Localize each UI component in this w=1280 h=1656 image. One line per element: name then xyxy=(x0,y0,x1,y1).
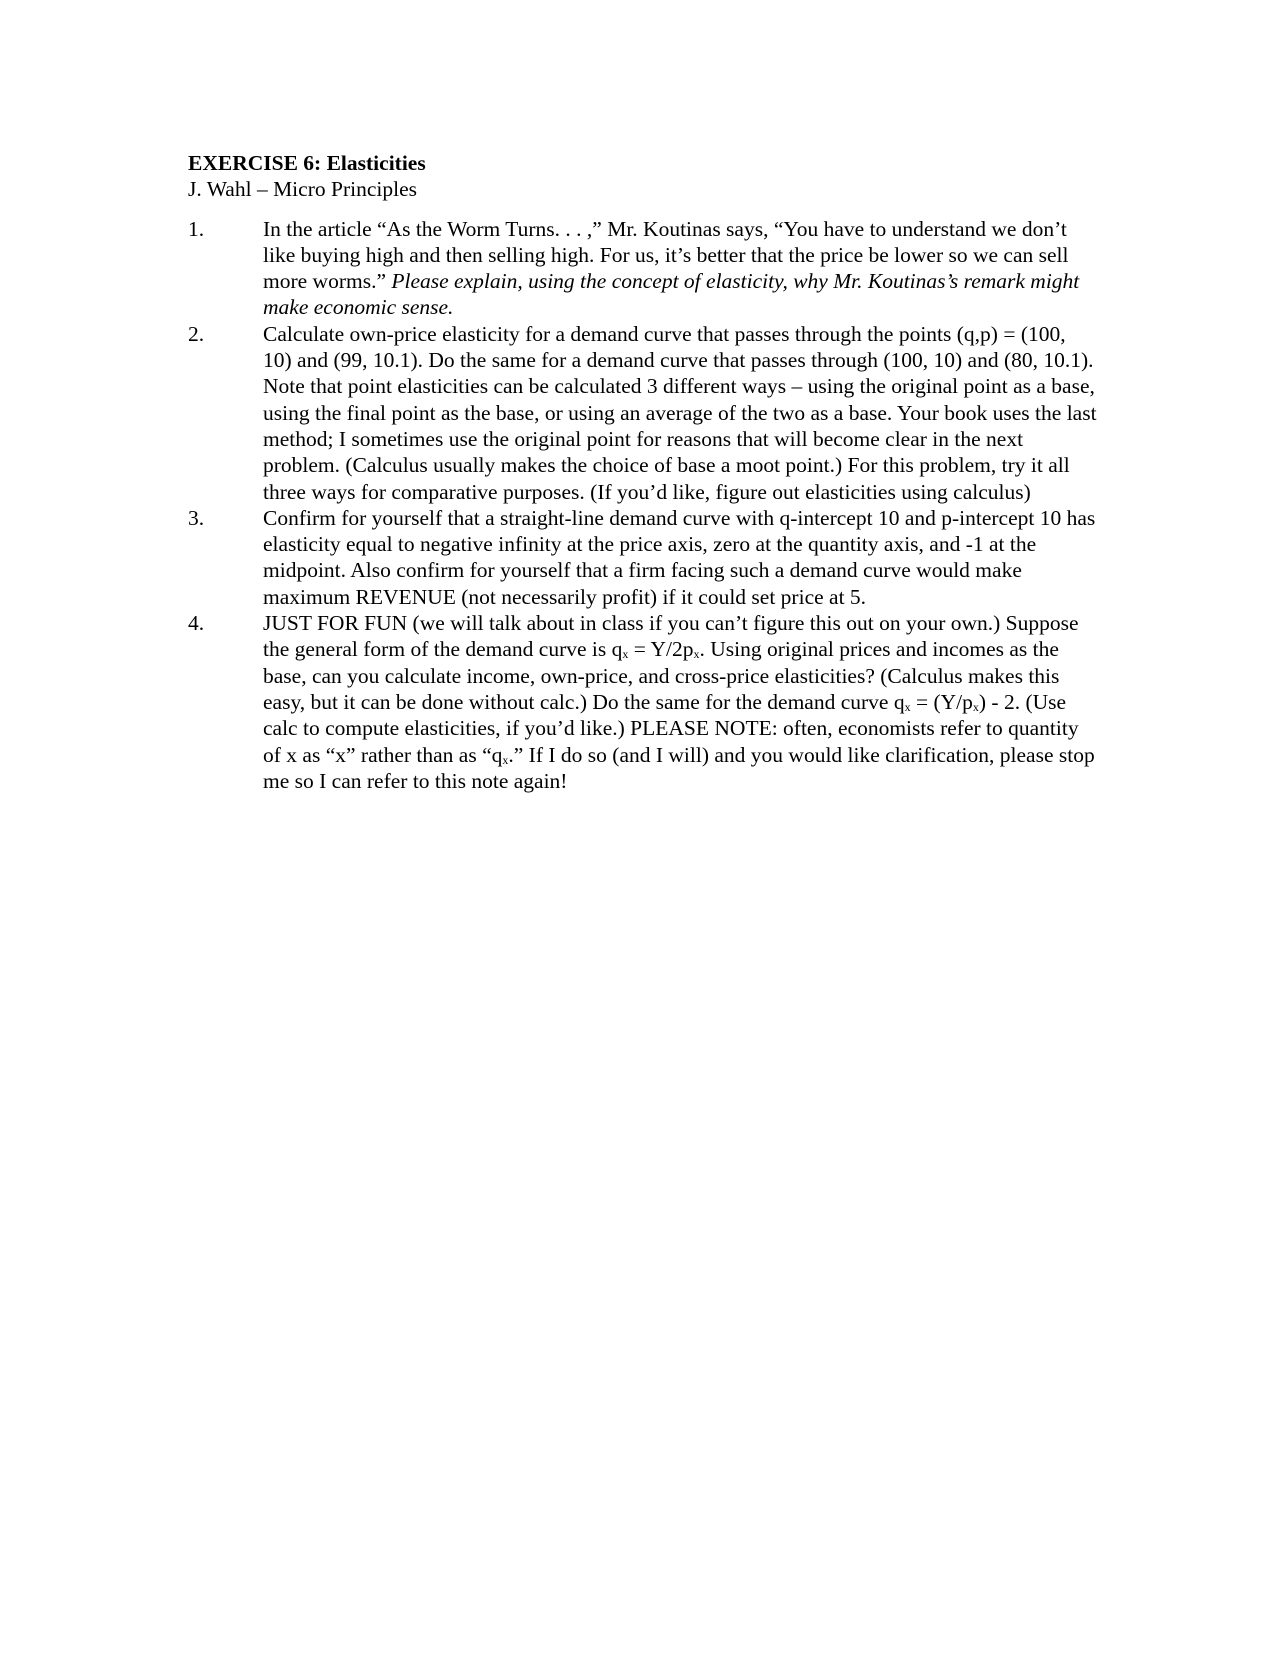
subscript-x: x xyxy=(693,647,700,662)
item-text-part: . Using original prices and incomes as the base, can you calculate income, own-price, and cross-price elasticities? (Calculus makes this easy, but it can be done without calc.) Do the same for the demand curve q xyxy=(263,637,1060,714)
exercise-item-1 xyxy=(188,216,1098,321)
subscript-x: x xyxy=(972,699,979,714)
document-title: EXERCISE 6: Elasticities xyxy=(188,151,426,175)
item-number: 1. xyxy=(188,216,205,241)
exercise-item-3 xyxy=(188,505,1098,610)
item-text xyxy=(263,505,1098,610)
item-text-italic: Please explain, using the concept of elasticity, why Mr. Koutinas’s remark might make economic sense. xyxy=(263,269,1080,320)
item-text-part: ) - 2. (Use calc to compute elasticities, if you’d like.) PLEASE NOTE: often, economists refer to quantity of x as “x” rather than as “q xyxy=(263,689,1079,767)
item-text-part: Calculate own-price elasticity for a demand curve that passes through the points (q,p) = (100, 10) and (99, 10.1). Do the same for a demand curve that passes through (100, 10) and (80, 10.1). Note that point elasticities can be calculated 3 different ways – using the original point as a base, using the final point as the base, or using an average of the two as a base. Your book uses the last method; I sometimes use the original point for reasons that will become clear in the next problem. (Calculus usually makes the choice of base a moot point.) For this problem, try it all three ways for comparative purposes. (If you’d like, figure out elasticities using calculus) xyxy=(263,321,1097,504)
item-number: 2. xyxy=(188,321,205,346)
subscript-x: x xyxy=(622,647,629,662)
item-text xyxy=(263,610,1098,794)
subscript-x: x xyxy=(904,699,911,714)
subscript-x: x xyxy=(502,752,509,767)
item-text-part: = (Y/p xyxy=(910,689,973,714)
item-number: 4. xyxy=(188,611,205,636)
item-text-part: .” If I do so (and I will) and you would like clarification, please stop me so I can refer to this note again! xyxy=(263,742,1095,793)
item-text-part: = Y/2p xyxy=(628,637,694,662)
exercise-item-4 xyxy=(188,610,1098,794)
item-text xyxy=(263,321,1098,505)
item-text xyxy=(263,216,1098,321)
item-text-part: JUST FOR FUN (we will talk about in class if you can’t figure this out on your own.) Suppose the general form of the demand curve is q xyxy=(263,611,1079,662)
item-text-part: Confirm for yourself that a straight-line demand curve with q-intercept 10 and p-intercept 10 has elasticity equal to negative infinity at the price axis, zero at the quantity axis, and -1 at the midpoint. Also confirm for yourself that a firm facing such a demand curve would make maximum REVENUE (not necessarily profit) if it could set price at 5. xyxy=(263,505,1096,609)
document-page xyxy=(188,150,1098,794)
document-subtitle: J. Wahl – Micro Principles xyxy=(188,177,417,202)
item-number: 3. xyxy=(188,505,205,530)
exercise-item-2 xyxy=(188,321,1098,505)
item-text-part: In the article “As the Worm Turns. . . ,” Mr. Koutinas says, “You have to understand we don’t like buying high and then selling high. For us, it’s better that the price be lower so we can sell more worms.” xyxy=(263,216,1069,294)
